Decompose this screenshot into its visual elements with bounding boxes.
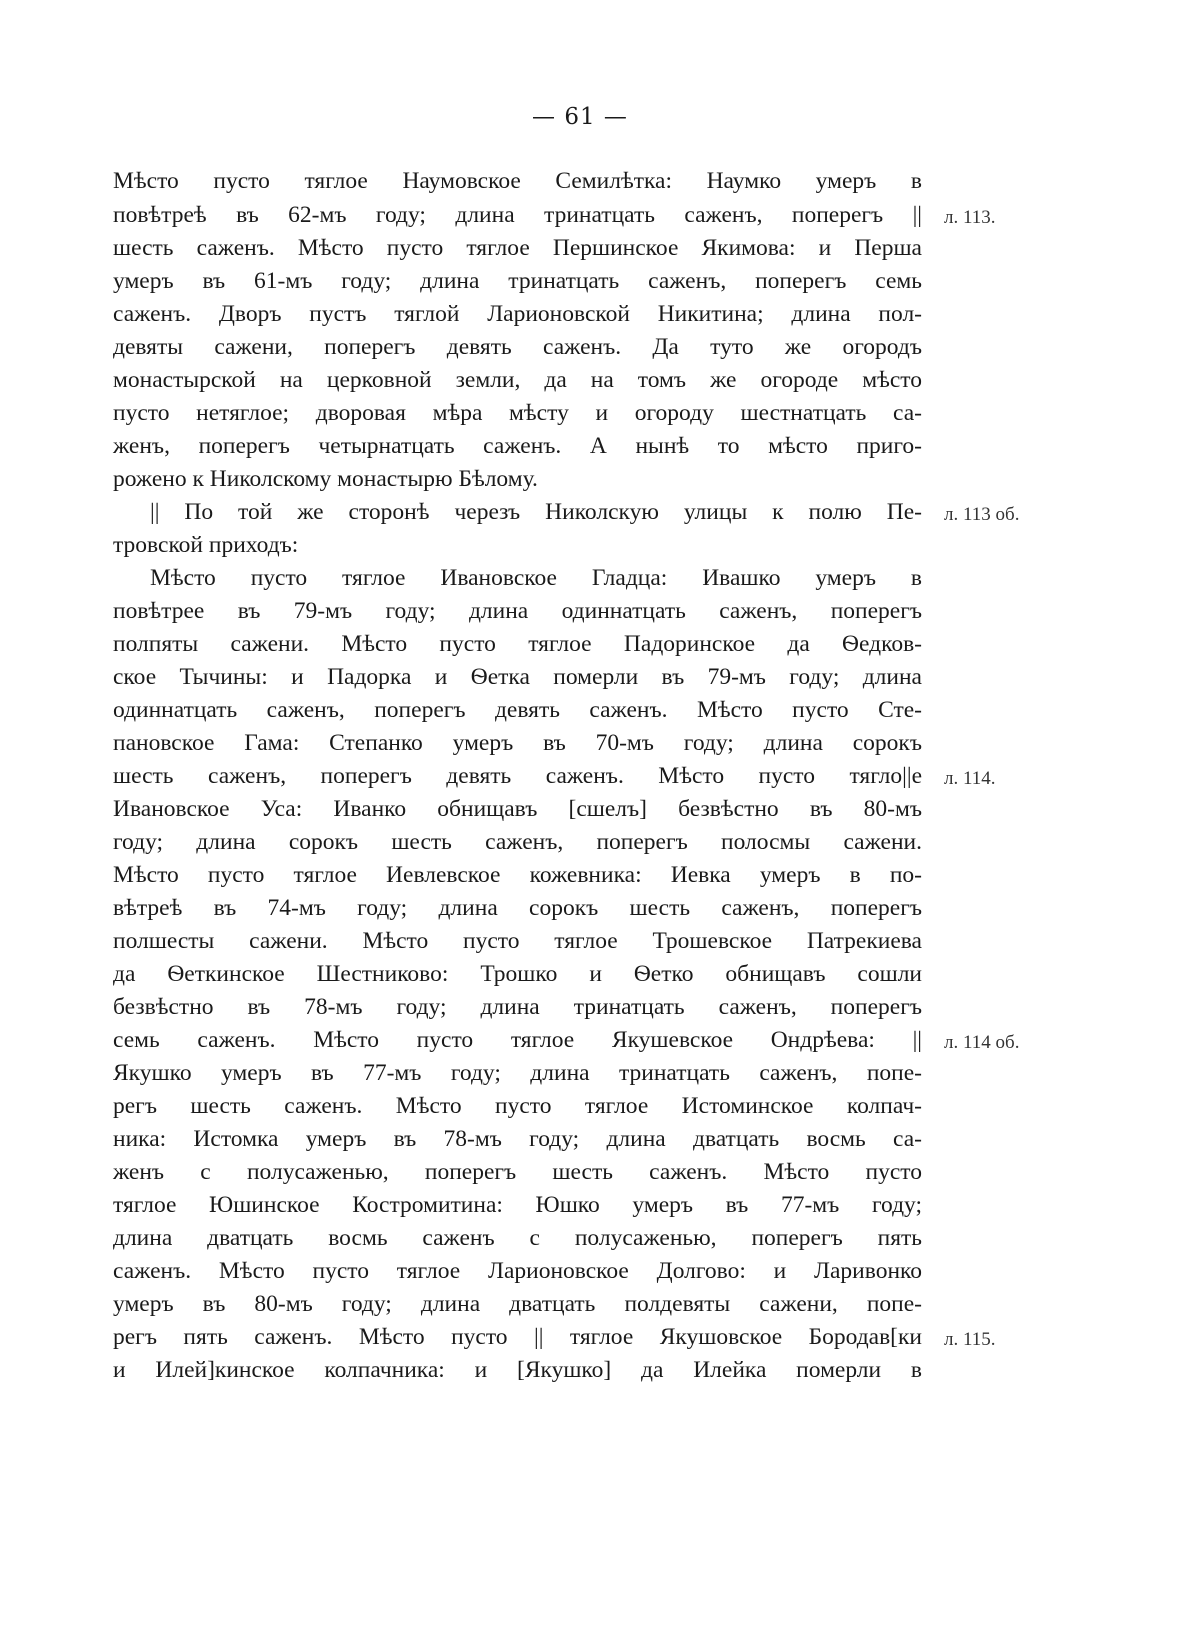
text-line: да Ѳеткинское Шестниково: Трошко и Ѳетко обнищавъ сошли (113, 961, 922, 987)
text-line: семь саженъ. Мѣсто пусто тяглое Якушевское Ондрѣева: || (113, 1027, 922, 1053)
text-line: и Илей]кинское колпачника: и [Якушко] да Илейка померли в (113, 1357, 922, 1383)
margin-note: л. 114. (944, 768, 996, 789)
text-line: году; длина сорокъ шесть саженъ, поперегъ полосмы сажени. (113, 829, 922, 855)
text-line: || По той же сторонѣ черезъ Николскую улицы к полю Пе- (150, 499, 922, 525)
text-line: регъ шесть саженъ. Мѣсто пусто тяглое Истоминское колпач- (113, 1093, 922, 1119)
text-line: монастырской на церковной земли, да на томъ же огороде мѣсто (113, 367, 922, 393)
text-line: пановское Гама: Степанко умеръ въ 70-мъ году; длина сорокъ (113, 730, 922, 756)
text-line: умеръ въ 80-мъ году; длина дватцать полдевяты сажени, попе- (113, 1291, 922, 1317)
text-line: ника: Истомка умеръ въ 78-мъ году; длина дватцать восмь са- (113, 1126, 922, 1152)
margin-note: л. 114 об. (944, 1032, 1020, 1053)
text-line: Ивановское Уса: Иванко обнищавъ [сшелъ] безвѣстно въ 80-мъ (113, 796, 922, 822)
text-line: Мѣсто пусто тяглое Наумовское Семилѣтка: Наумко умеръ в (113, 168, 922, 194)
text-line: Мѣсто пусто тяглое Ивановское Гладца: Ивашко умеръ в (150, 565, 922, 591)
text-line: шесть саженъ. Мѣсто пусто тяглое Першинское Якимова: и Перша (113, 235, 922, 261)
text-line: саженъ. Мѣсто пусто тяглое Ларионовское Долгово: и Ларивонко (113, 1258, 922, 1284)
text-line: саженъ. Дворъ пустъ тяглой Ларионовской Никитина; длина пол- (113, 301, 922, 327)
text-line: женъ с полусаженью, поперегъ шесть саженъ. Мѣсто пусто (113, 1159, 922, 1185)
text-line: безвѣстно въ 78-мъ году; длина тринатцать саженъ, поперегъ (113, 994, 922, 1020)
text-line: одиннатцать саженъ, поперегъ девять саженъ. Мѣсто пусто Сте- (113, 697, 922, 723)
text-line: рожено к Николскому монастырю Бѣлому. (113, 466, 538, 492)
text-line: повѣтрее въ 79-мъ году; длина одиннатцать саженъ, поперегъ (113, 598, 922, 624)
text-line: шесть саженъ, поперегъ девять саженъ. Мѣсто пусто тягло||е (113, 763, 922, 789)
margin-note: л. 113. (944, 207, 996, 228)
text-line: женъ, поперегъ четырнатцать саженъ. А нынѣ то мѣсто приго- (113, 433, 922, 459)
text-line: ское Тычины: и Падорка и Ѳетка померли въ 79-мъ году; длина (113, 664, 922, 690)
text-line: длина дватцать восмь саженъ с полусаженью, поперегъ пять (113, 1225, 922, 1251)
text-line: повѣтреѣ въ 62-мъ году; длина тринатцать саженъ, поперегъ || (113, 202, 922, 228)
text-line: тровской приходъ: (113, 532, 299, 558)
margin-note: л. 115. (944, 1329, 996, 1350)
text-line: тяглое Юшинское Костромитина: Юшко умеръ въ 77-мъ году; (113, 1192, 922, 1218)
text-line: Мѣсто пусто тяглое Иевлевское кожевника: Иевка умеръ в по- (113, 862, 922, 888)
text-line: пусто нетяглое; дворовая мѣра мѣсту и огороду шестнатцать са- (113, 400, 922, 426)
margin-note: л. 113 об. (944, 504, 1020, 525)
page-number: — 61 — (532, 104, 628, 130)
text-line: Якушко умеръ въ 77-мъ году; длина тринатцать саженъ, попе- (113, 1060, 922, 1086)
text-line: регъ пять саженъ. Мѣсто пусто || тяглое Якушовское Бородав[ки (113, 1324, 922, 1350)
text-line: девяты сажени, поперегъ девять саженъ. Да туто же огородъ (113, 334, 922, 360)
text-line: умеръ въ 61-мъ году; длина тринатцать саженъ, поперегъ семь (113, 268, 922, 294)
text-line: полшесты сажени. Мѣсто пусто тяглое Трошевское Патрекиева (113, 928, 922, 954)
text-line: вѣтреѣ въ 74-мъ году; длина сорокъ шесть саженъ, поперегъ (113, 895, 922, 921)
text-line: полпяты сажени. Мѣсто пусто тяглое Падоринское да Ѳедков- (113, 631, 922, 657)
